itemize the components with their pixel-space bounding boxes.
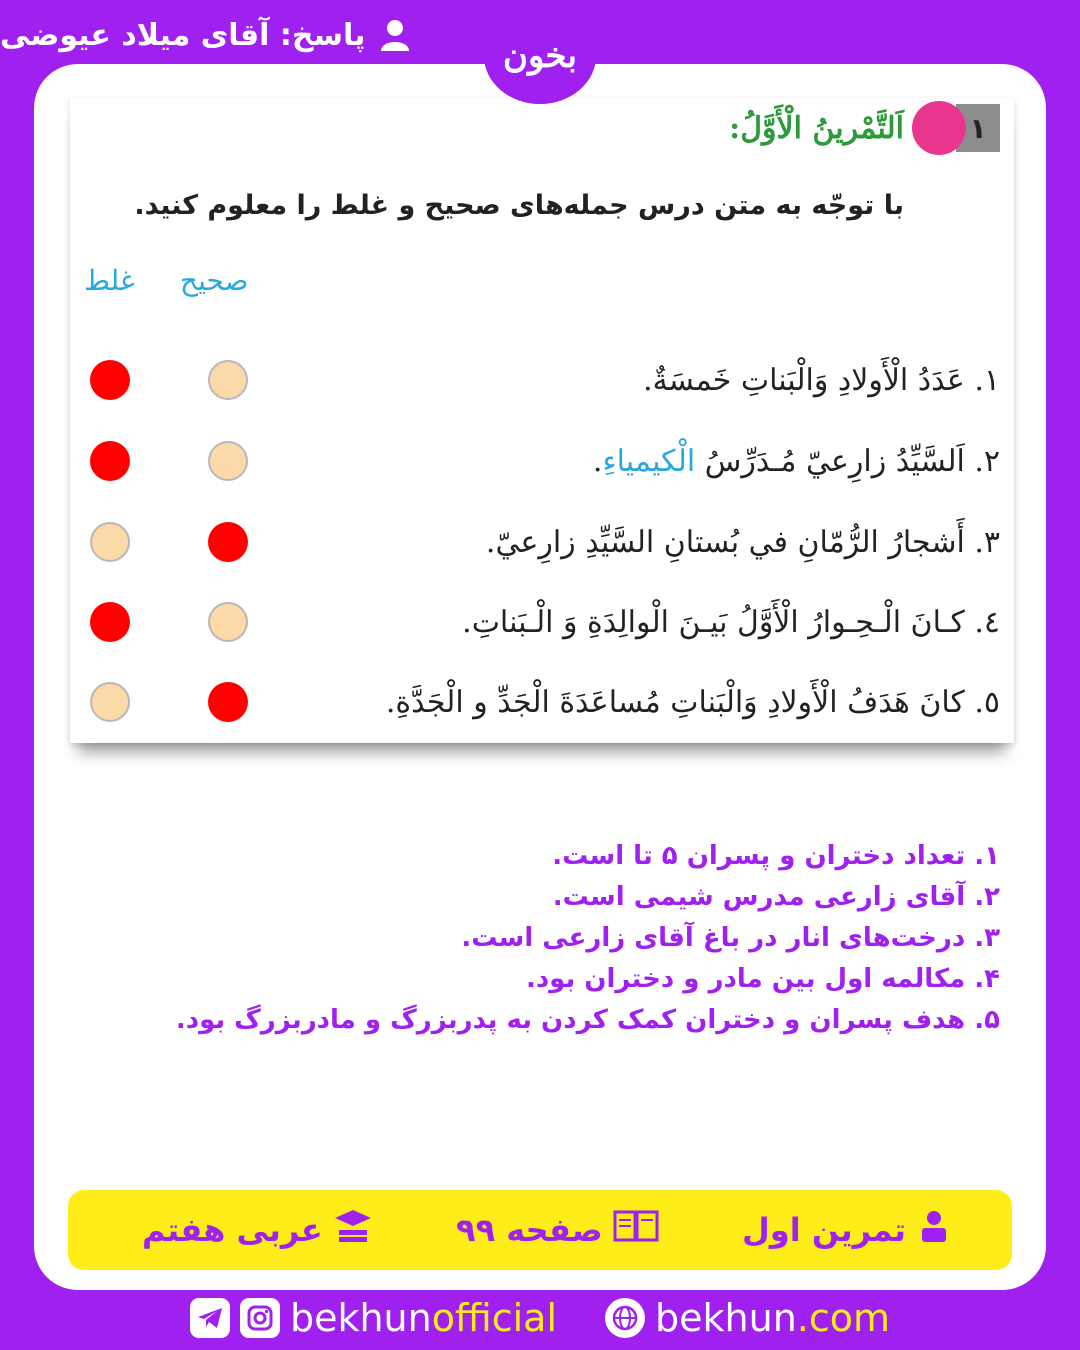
website-url-accent: .com [796,1296,891,1340]
question-text: ١. عَدَدُ الْأَولادِ وَالْبَناتِ خَمسَةٌ. [643,362,1000,398]
answer-line: ۴. مکالمه اول بین مادر و دختران بود. [525,964,1000,994]
bekhun-logo [484,8,596,104]
question-row-3 [70,512,1000,572]
website-url-main: bekhun [655,1296,797,1340]
footer-subject-label: عربی هفتم [142,1211,323,1249]
social-handle-accent: official [431,1296,558,1340]
question-text: ٣. أَشجارُ الرُّمّانِ في بُستانِ السَّيِّدِ زارِعيّ. [485,524,1000,560]
question-text [593,444,1000,479]
sahih-circle[interactable] [208,682,248,722]
footer-exercise-label: تمرین اول [742,1211,906,1249]
website-link[interactable] [605,1296,890,1340]
question-row-2 [70,431,1000,491]
question-text: ٤. كـانَ الْـحِـوارُ الْأَوَّلُ بَيـنَ الْوالِدَةِ وَ الْـبَناتِ. [462,604,1000,640]
sahih-circle[interactable] [208,360,248,400]
ghalat-circle[interactable] [90,441,130,481]
footer-info-bar [68,1190,1012,1270]
sahih-circle[interactable] [208,441,248,481]
telegram-icon [190,1298,230,1338]
logo-text: بخون [503,36,577,76]
social-handle-main: bekhun [289,1296,432,1340]
column-header-sahih: صحیح [180,264,249,297]
footer-exercise [742,1208,952,1252]
footer-page-label: صفحه ۹۹ [456,1211,603,1249]
exercise-title: اَلتَّمْرينُ الْأَوَّلُ: [729,110,904,146]
ghalat-circle[interactable] [90,602,130,642]
book-icon [613,1208,659,1252]
highlighted-word: الْكيمياءِ [602,443,696,479]
question-row-1 [70,350,1000,410]
footer-page [456,1208,659,1252]
ghalat-circle[interactable] [90,682,130,722]
bottom-links [0,1292,1080,1344]
flower-icon [916,105,962,151]
exercise-header [729,104,1000,152]
instagram-icon [240,1298,280,1338]
answer-line: ١. تعداد دختران و پسران ۵ تا است. [552,841,1000,871]
footer-subject [142,1208,373,1252]
answer-line: ۵. هدف پسران و دختران کمک کردن به پدربزرگ و مادربزرگ بود. [175,1005,1000,1035]
ghalat-circle[interactable] [90,360,130,400]
sahih-circle[interactable] [208,522,248,562]
social-link[interactable] [190,1296,557,1340]
question-row-5 [70,672,1000,732]
social-handle [290,1296,557,1340]
question-text: ٥. كانَ هَدَفُ الْأَولادِ وَالْبَناتِ مُساعَدَةَ الْجَدِّ و الْجَدَّةِ. [385,684,1000,720]
answer-line: ٢. آقای زارعی مدرس شیمی است. [552,882,1000,912]
question-text-end: . [592,443,603,479]
graduation-cap-icon [333,1208,373,1252]
exercise-instruction: با توجّه به متن درس جمله‌های صحیح و غلط را معلوم کنید. [134,190,904,221]
answer-line: ٣. درخت‌های انار در باغ آقای زارعی است. [461,923,1000,953]
sahih-circle[interactable] [208,602,248,642]
website-url [655,1296,890,1340]
globe-icon [605,1298,645,1338]
column-header-ghalat: غلط [84,264,135,297]
question-text-part: ٢. اَلسَّيِّدُ زارِعيّ مُـدَرِّسُ [695,443,1000,479]
user-icon [380,19,410,51]
teacher-icon [916,1208,952,1252]
translation-answers [176,836,1000,1041]
ghalat-circle[interactable] [90,522,130,562]
exercise-number: ١ [956,104,1000,152]
answer-author: پاسخ: آقای میلاد عیوضی [0,17,366,53]
exercise-panel [70,98,1014,743]
question-row-4 [70,592,1000,652]
